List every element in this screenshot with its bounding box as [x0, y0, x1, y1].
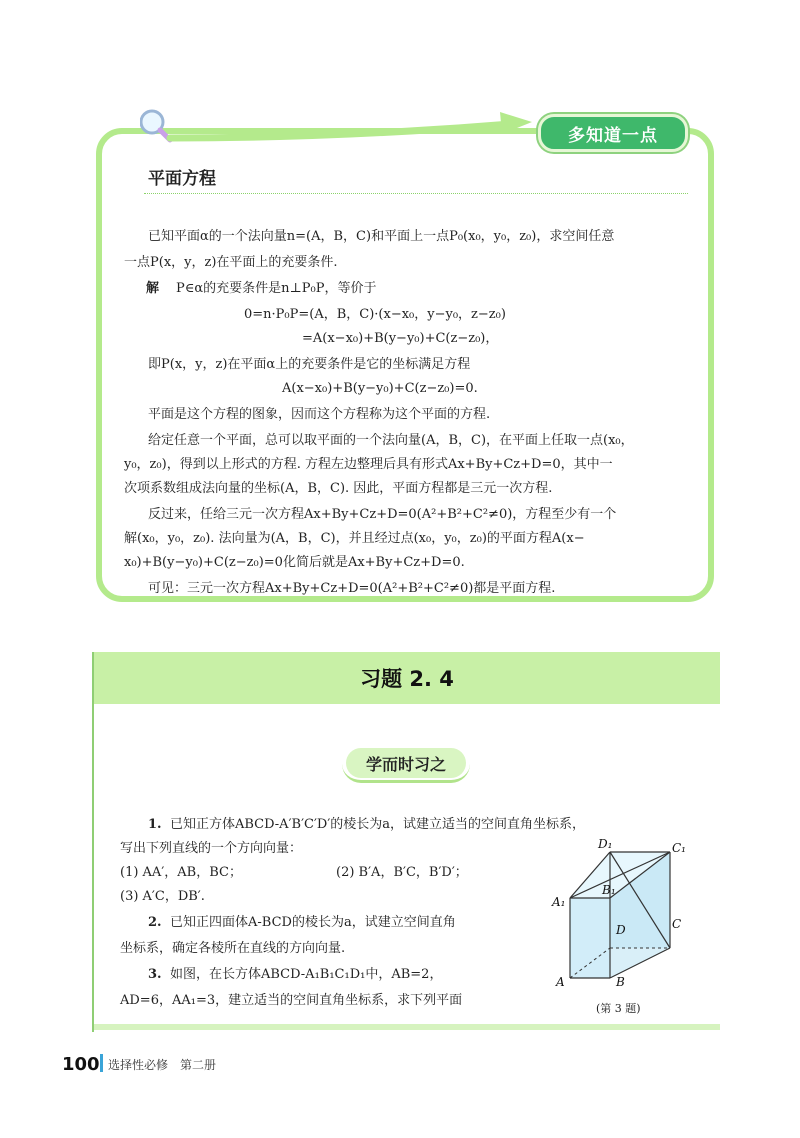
label-B1: B₁: [602, 883, 616, 897]
question-option: (1) AA′，AB，BC；: [120, 865, 242, 880]
equation: A(x−x₀)+B(y−y₀)+C(z−z₀)=0.: [282, 381, 478, 396]
question-line: 已知正方体ABCD-A′B′C′D′的棱长为a，试建立适当的空间直角坐标系，: [170, 817, 586, 832]
question-line: AD=6，AA₁=3，建立适当的空间直角坐标系，求下列平面: [120, 993, 463, 1008]
paragraph-line: P∈α的充要条件是n⊥P₀P，等价于: [176, 281, 377, 296]
equation: =A(x−x₀)+B(y−y₀)+C(z−z₀)，: [302, 331, 499, 346]
paragraph-line: 反过来，任给三元一次方程Ax+By+Cz+D=0(A²+B²+C²≠0)，方程至少有一个: [148, 507, 617, 522]
question-number: 1.: [148, 817, 162, 832]
exercise-bottom-band: [94, 1024, 720, 1030]
paragraph-line: 次项系数组成法向量的坐标(A，B，C). 因此，平面方程都是三元一次方程.: [124, 481, 553, 496]
question-line: 如图，在长方体ABCD-A₁B₁C₁D₁中，AB=2，: [170, 967, 443, 982]
paragraph-line: 解(x₀，y₀，z₀). 法向量为(A，B，C)，并且经过点(x₀，y₀，z₀)的平面方程A(x−: [124, 531, 585, 546]
label-A: A: [556, 975, 565, 989]
conclusion-line: 可见：三元一次方程Ax+By+Cz+D=0(A²+B²+C²≠0)都是平面方程.: [148, 581, 556, 596]
question-line: 已知正四面体A-BCD的棱长为a，试建立空间直角: [170, 915, 456, 930]
label-A1: A₁: [552, 895, 566, 909]
section-divider: [144, 193, 688, 194]
question-line: 写出下列直线的一个方向向量：: [120, 841, 303, 856]
magnifier-arrow-icon: [140, 108, 560, 156]
badge-label: 多知道一点: [538, 114, 688, 152]
question-option: (2) B′A，B′C，B′D′；: [336, 865, 468, 880]
exercise-left-rule: [92, 652, 94, 1032]
paragraph-line: y₀，z₀)，得到以上形式的方程. 方程左边整理后具有形式Ax+By+Cz+D=0，其中一: [124, 457, 613, 472]
label-C: C: [672, 917, 682, 931]
section-title: 平面方程: [148, 169, 216, 189]
paragraph-line: x₀)+B(y−y₀)+C(z−z₀)=0化简后就是Ax+By+Cz+D=0.: [124, 555, 465, 570]
label-D: D: [616, 923, 626, 937]
paragraph-line: 一点P(x，y，z)在平面上的充要条件.: [124, 255, 338, 270]
question-number: 3.: [148, 967, 162, 982]
subheading-pill: 学而时习之: [346, 748, 466, 778]
question-number: 2.: [148, 915, 162, 930]
label-B: B: [616, 975, 625, 989]
page-number: 100: [62, 1054, 100, 1075]
question-option: (3) A′C，DB′.: [120, 889, 205, 904]
exercise-title: 习题 2. 4: [360, 667, 454, 691]
book-title: 选择性必修 第二册: [108, 1058, 217, 1072]
figure-caption: (第 3 题): [596, 1002, 641, 1015]
paragraph-line: 平面是这个方程的图象，因而这个方程称为这个平面的方程.: [148, 407, 491, 422]
solution-label: 解: [146, 281, 160, 296]
paragraph-line: 即P(x，y，z)在平面α上的充要条件是它的坐标满足方程: [148, 357, 471, 372]
paragraph-line: 给定任意一个平面，总可以取平面的一个法向量(A，B，C)，在平面上任取一点(x₀，: [148, 433, 634, 448]
question-line: 坐标系，确定各棱所在直线的方向向量.: [120, 941, 346, 956]
label-D1: D₁: [598, 837, 613, 851]
footer-divider: [100, 1054, 103, 1072]
prism-figure: [546, 836, 686, 996]
paragraph-line: 已知平面α的一个法向量n=(A，B，C)和平面上一点P₀(x₀，y₀，z₀)，求空间任意: [148, 229, 615, 244]
equation: 0=n·P₀P=(A，B，C)·(x−x₀，y−y₀，z−z₀): [244, 307, 506, 322]
label-C1: C₁: [672, 841, 686, 855]
